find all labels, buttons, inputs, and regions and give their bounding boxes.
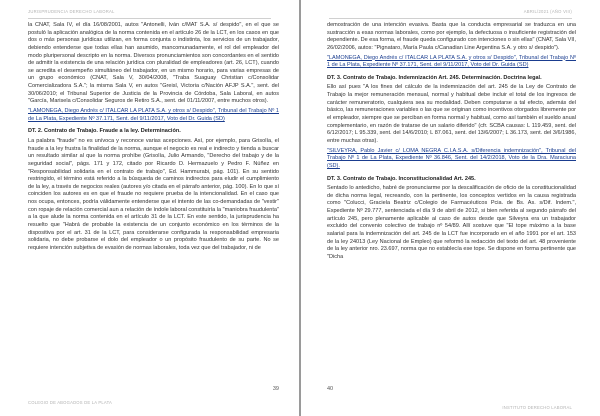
section-heading: DT. 3. Contrato de Trabajo. Indemnización Art. 245. Determinación. Doctrina legal. [327,74,542,81]
page-number: 40 [327,386,334,392]
footer-left-text: COLEGIO DE ABOGADOS DE LA PLATA [28,400,113,405]
paragraph: demostración de una intención evasiva. Basta que la conducta empresarial se traduzca en una sustracción a esas normas laborales, como por ejemplo, la defectuosa o insuficiente registración del dependiente. De esa forma, el fraude queda configurado con intenciones o sin ellas" (CNAT, Sala VII, 26/02/2006, autos: "Pignataro, María Paula c/Canadian Line Argentina S.A. y otro s/ despido"). [327,22,576,51]
header-left-title: JURISPRUDENCIA DERECHO LABORAL [28,9,115,14]
footer-right-text: INSTITUTO DERECHO LABORAL [502,405,572,410]
section-heading: DT. 3. Contrato de Trabajo. Inconstitucionalidad Art. 245. [327,175,476,182]
header-rule [329,18,572,19]
header-rule [28,18,271,19]
case-citation-link[interactable]: "SILVEYRA, Pablo Javier c/ LOMA NEGRA C.I.A.S.A. s/Diferencia indemnización", Tribunal del Trabajo Nº 1 de La Plata, Expediente Nº 36.846, Sent. del 14/2/2018, Voto de la Dra. Maraciuna (SD). [327,147,576,169]
paragraph: Ello así pues "A los fines del cálculo de la indemnización del art. 245 de la Ley de Contrato de Trabajo la mejor remuneración mensual, normal y habitual debe incluir el total de los ingresos de carácter remuneratorio, cualquiera sea su modalidad. Deben computarse a tal efecto, además del básico, las remuneraciones variables o las que se originan como incentivos otorgados libremente por el empleador, siempre que se perciban en forma normal y habitual, como así también el sueldo anual complementario, en razón de tratarse de un salario diferido" (cfr. SCBA causas: L 119.459, sent. del 6/12/2017; L 95.339, sent. del 14/6/2010; L 87.061, sent. del 13/6/2007; L 36.173, sent. del 3/6/1986, entre muchas otras). [327,84,576,144]
running-footer [28,400,271,405]
case-citation-link[interactable]: "LAMONEGA, Diego Andrés c/ ITALCAR LA PLATA S.A. y otros s/ Despido", Tribunal del Trabajo Nº 1 de La Plata, Expediente Nº 37.171, Sent. del 9/11/2017, Voto del Dr. Guida (SD) [28,108,279,122]
right-page [301,0,600,416]
running-header [28,9,271,14]
paragraph: Sentado lo antedicho, habré de pronunciarme por la descalificación de oficio de la constitucionalidad de dicha norma legal, recreando, con la pertinente, los conceptos vertidos en la causa registrada como "Colucci, Graciela Beatriz c/Colegio de Farmacéuticos Pcia. de Bs. As. s/Dif. Indem.", Expediente Nº 29.777, sentenciada el día 9 de abril de 2012, si bien referida al segundo párrafo del artículo 245, pero plenamente aplicable al caso de autos desde que Silveyra era un trabajador excluido del convenio colectivo de trabajo nº 54/89. Allí sostuve que "El tope máximo a la base salarial para la indemnización del art. 245 de la LCT fue incorporado en el año 1991 por el art. 153 de la ley 24013 (Ley Nacional de Empleo) que reformó la redacción del texto del art. 48 proveniente de la ley anterior nro. 23.697, norma que no establecía ese tope. Se dispone en forma pertinente que "Dicha [327,185,576,260]
paragraph: La palabra "fraude" no es unívoca y reconoce varias acepciones. Así, por ejemplo, para Grisolía, el fraude a la ley frustra la finalidad de la norma, aunque el negocio es real e indirecto y tienda a buscar un resultado similar al que la norma prohíbe (Grisolía, Julio Armando, "Derecho del trabajo y de la seguridad social", págs. 171 y 172, citado por Ricardo D. Hermazuelo y Pedro F. Núñez en "Responsabilidad solidaria en el contrato de trabajo", Ed. Hammurabi, pág. 101). En su sentido restringido, el término está referido a la búsqueda de caminos indirectos para eludir el cumplimiento de la ley, a través de negocios reales (autores y/o citada en el párrafo anterior, pág. 100). En lo que sí coinciden los autores es en que el fraude no requiere prueba de la intencionalidad. En el caso que nos ocupa, entonces, podría válidamente entenderse que el intento de las co-demandadas de "vestir" con ropaje de relación comercial aun a relación de índole laboral constituiría la "maniobra fraudulenta" a la que alude la norma contenida en el artículo 31 de la LCT. En este sentido, la jurisprudencia ha resuelto que "Habrá de probable la existencia de un conjunto económico en los términos de la dispositiva por el art. 31 de la LCT, para considerarse configurada la responsabilidad empresaria solidaria, no debe probarse el dolo del empleador o un propósito fraudulento de su parte. No se requiere intención subjetiva de evasión de normas laborales, toda vez que del trabajador, ni de [28,137,279,251]
left-page [0,0,299,416]
page-number: 39 [272,386,279,392]
text-column [28,22,279,376]
header-right-title: ABRIL/2021 (AÑO VIII) [523,9,572,14]
case-citation-link[interactable]: "LAMONEGA, Diego Andrés c/ ITALCAR LA PLATA S.A. y otros s/ Despido", Tribunal del Trabajo Nº 1 de La Plata, Expediente Nº 37.171, Sent. del 9/11/2017, Voto del Dr. Guida (SD) [327,54,576,69]
section-heading: DT. 2. Contrato de Trabajo. Fraude a la ley. Determinación. [28,128,181,135]
text-column [327,22,576,376]
paragraph: la CNAT, Sala IV, el día 16/08/2001, autos "Antonelli, Iván c/MAT S.A. s/ despido", en el que se postuló la aplicación analógica de la norma contenida en el artículo 26 de la LCT, en los casos en que dos o más personas jurídicas utilizan, en forma conjunta o indistinta, los servicios de un trabajador, debiendo entenderse que todas ellas han asumido, mancomunadamente, el rol del empleador del modo pluripersonal descripto en la norma. Diversos pronunciamientos son concordantes en el sentido de admitir la existencia de una relación jurídica con pluralidad de empleadores (art. 26, LCT), cuando se acredita el desempeño simultáneo del trabajador, en un mismo horario, para varias empresas de un grupo económico (CNAT, Sala V, 30/04/2008, "Traba Suaguay Christian c/Consolidar Comercializadora S.A."; la misma Sala V, en autos "Greisl, Victoria c/Nación AFJP S.A.", sent. del 30/06/2010; el Tribunal Superior de Justicia de la Provincia de Córdoba, Sala Laboral, en autos "García, Marisela c/Consolidar Seguros de Retiro S.A., sent. del 01/11/2007, entre muchos otros). [28,22,279,105]
